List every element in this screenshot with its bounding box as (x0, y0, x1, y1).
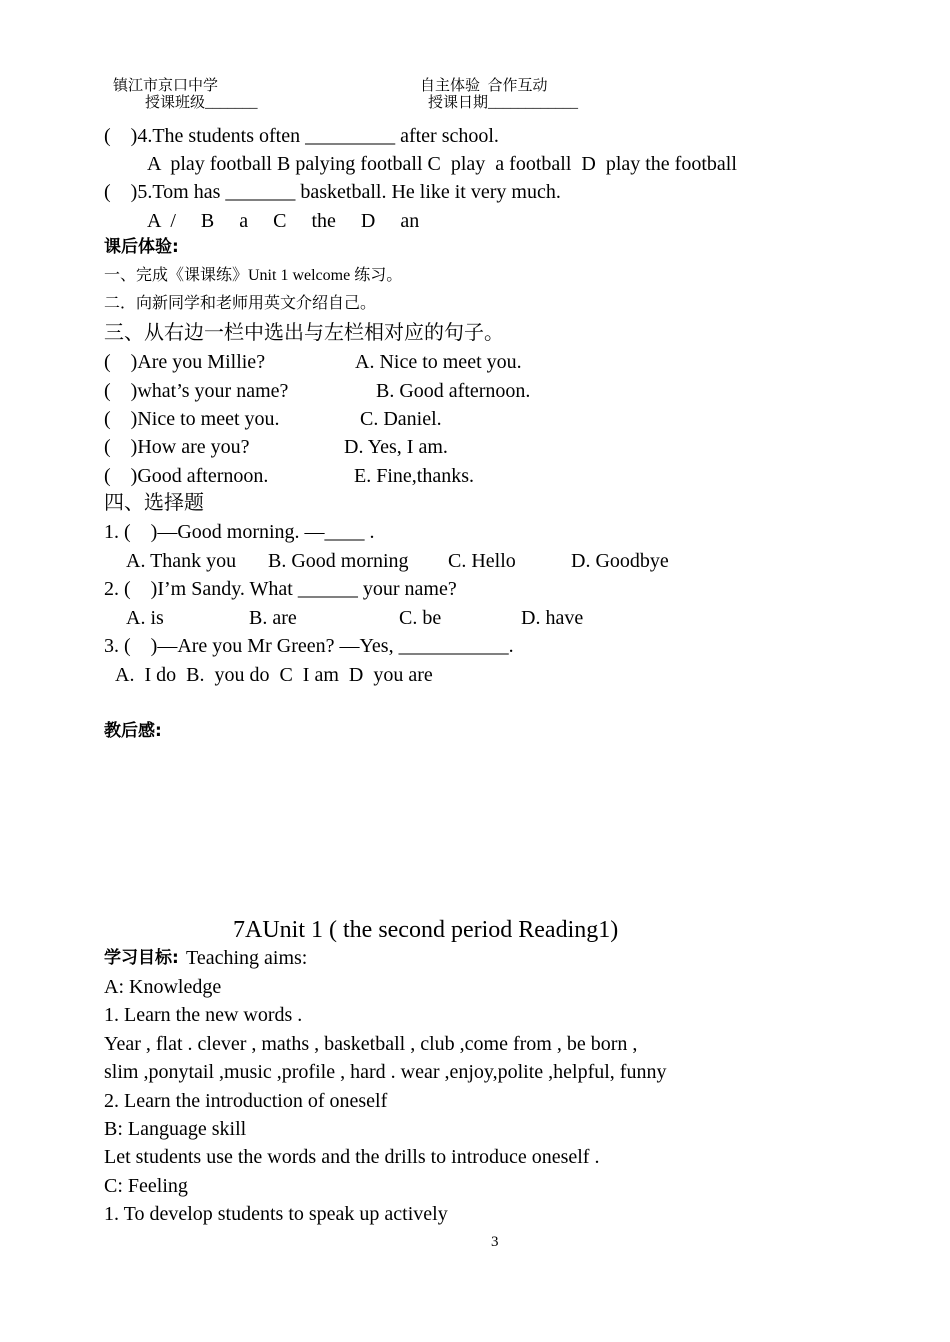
question-5-stem: ( )5.Tom has _______ basketball. He like it very much. (104, 181, 561, 203)
choice-q2-option-b: B. are (249, 607, 297, 629)
aims-heading-cn: 学习目标: (104, 948, 179, 968)
match-right-5: E. Fine,thanks. (354, 465, 474, 487)
choice-q2-option-a: A. is (126, 607, 164, 629)
choice-q2-stem: 2. ( )I’m Sandy. What ______ your name? (104, 578, 457, 600)
class-label: 授课班级_______ (145, 95, 258, 111)
date-label: 授课日期____________ (428, 95, 579, 111)
school-name: 镇江市京口中学 (113, 78, 219, 94)
aims-heading-en: Teaching aims: (186, 947, 308, 969)
aims-line-4: slim ,ponytail ,music ,profile , hard . wear ,enjoy,polite ,helpful, funny (104, 1061, 667, 1083)
aims-line-7: Let students use the words and the drills to introduce oneself . (104, 1146, 600, 1168)
aims-line-9: 1. To develop students to speak up actively (104, 1203, 448, 1225)
match-left-3: ( )Nice to meet you. (104, 408, 280, 430)
page-number: 3 (491, 1234, 499, 1250)
question-5-options: A / B a C the D an (147, 210, 420, 232)
match-left-5: ( )Good afternoon. (104, 465, 269, 487)
aims-line-5: 2. Learn the introduction of oneself (104, 1090, 388, 1112)
choice-q2-option-c: C. be (399, 607, 442, 629)
after-class-task-1: 一、完成《课课练》Unit 1 welcome 练习。 (104, 267, 403, 284)
match-left-4: ( )How are you? (104, 436, 250, 458)
choice-q3-options: A. I do B. you do C I am D you are (115, 664, 433, 686)
aims-line-6: B: Language skill (104, 1118, 247, 1140)
choice-heading: 四、选择题 (104, 492, 204, 514)
match-right-2: B. Good afternoon. (376, 380, 531, 402)
match-right-4: D. Yes, I am. (344, 436, 448, 458)
question-4-stem: ( )4.The students often _________ after school. (104, 125, 499, 147)
choice-q1-option-a: A. Thank you (126, 550, 237, 572)
choice-q3-stem: 3. ( )—Are you Mr Green? —Yes, ___________. (104, 635, 514, 657)
motto: 自主体验 合作互动 (420, 78, 548, 94)
question-4-options: A play football B palying football C play a football D play the football (147, 153, 737, 175)
after-class-task-3: 三、从右边一栏中选出与左栏相对应的句子。 (104, 322, 504, 344)
after-class-task-2: 二．向新同学和老师用英文介绍自己。 (104, 295, 377, 312)
choice-q1-option-c: C. Hello (448, 550, 516, 572)
match-left-2: ( )what’s your name? (104, 380, 289, 402)
match-left-1: ( )Are you Millie? (104, 351, 266, 373)
aims-line-2: 1. Learn the new words . (104, 1004, 303, 1026)
match-right-1: A. Nice to meet you. (355, 351, 522, 373)
choice-q1-option-d: D. Goodbye (571, 550, 669, 572)
aims-line-1: A: Knowledge (104, 976, 222, 998)
choice-q2-option-d: D. have (521, 607, 584, 629)
aims-line-8: C: Feeling (104, 1175, 188, 1197)
after-class-heading: 课后体验: (104, 237, 179, 257)
match-right-3: C. Daniel. (360, 408, 442, 430)
choice-q1-stem: 1. ( )—Good morning. —____ . (104, 521, 375, 543)
choice-q1-option-b: B. Good morning (268, 550, 409, 572)
aims-line-3: Year , flat . clever , maths , basketball , club ,come from , be born , (104, 1033, 638, 1055)
unit-title: 7AUnit 1 ( the second period Reading1) (233, 917, 619, 943)
reflection-heading: 教后感: (104, 721, 162, 741)
